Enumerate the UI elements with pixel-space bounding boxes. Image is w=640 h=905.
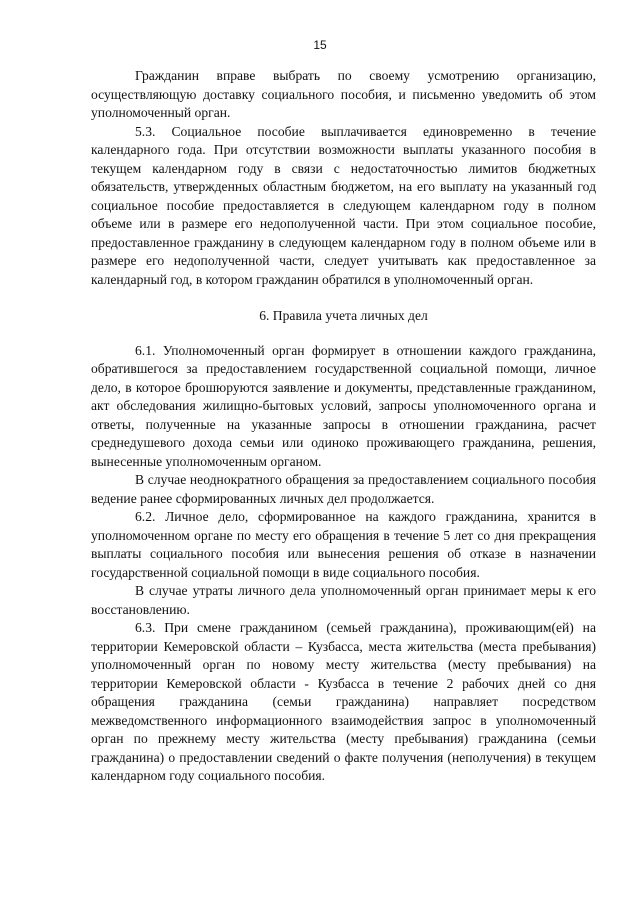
paragraph-5-3: 5.3. Социальное пособие выплачивается единовременно в течение календарного года. При отсутствии возможности выплаты указанного пособия в текущем календарном году в связи с недостаточностью лимитов бюджетных обязательств, утвержденных областным бюджетом, на его выплату на указанный год социальное пособие предоставляется в следующем календарном году в полном объеме или в размере его недополученной части. При этом социальное пособие, предоставленное гражданину в следующем календарном году в полном объеме или в размере его недополученной части, следует учитывать как предоставленное за календарный год, в котором гражданин обратился в уполномоченный орган. xyxy=(91,123,596,287)
paragraph-citizen-choice: Гражданин вправе выбрать по своему усмотрению организацию, осуществляющую доставку социального пособия, и письменно уведомить об этом уполномоченный орган. xyxy=(91,68,596,120)
paragraph-6-1: 6.1. Уполномоченный орган формирует в отношении каждого гражданина, обратившегося за предоставлением государственной социальной помощи, личное дело, в которое брошюруются заявление и документы, представленные гражданином, акт обследования жилищно-бытовых условий, запросы уполномоченного органа и ответы, полученные на указанные запросы в отношении гражданина, расчет среднедушевого дохода семьи или одиноко проживающего гражданина, решения, вынесенные уполномоченным органом. xyxy=(91,342,596,469)
paragraph-file-loss: В случае утраты личного дела уполномоченный орган принимает меры к его восстановлению. xyxy=(91,583,596,617)
section-heading: 6. Правила учета личных дел xyxy=(259,308,428,323)
page-number: 15 xyxy=(313,38,327,52)
document-body xyxy=(91,67,596,786)
paragraph-repeat-application: В случае неоднократного обращения за предоставлением социального пособия ведение ранее сформированных личных дел продолжается. xyxy=(91,472,596,506)
paragraph-6-3: 6.3. При смене гражданином (семьей гражданина), проживающим(ей) на территории Кемеровской области – Кузбасса, места жительства (места пребывания) уполномоченный орган по новому месту жительства (месту пребывания) на территории Кемеровской области - Кузбасса в течение 2 рабочих дней со дня обращения гражданина (семьи гражданина) направляет посредством межведомственного информационного взаимодействия запрос в уполномоченный орган по прежнему месту жительства (месту пребывания) гражданина (семьи гражданина) о предоставлении сведений о факте получения (неполучения) в текущем календарном году социального пособия. xyxy=(91,620,596,783)
paragraph-6-2: 6.2. Личное дело, сформированное на каждого гражданина, хранится в уполномоченном органе по месту его обращения в течение 5 лет со дня прекращения выплаты социального пособия или вынесения решения об отказе в назначении государственной социальной помощи в виде социального пособия. xyxy=(91,509,596,580)
